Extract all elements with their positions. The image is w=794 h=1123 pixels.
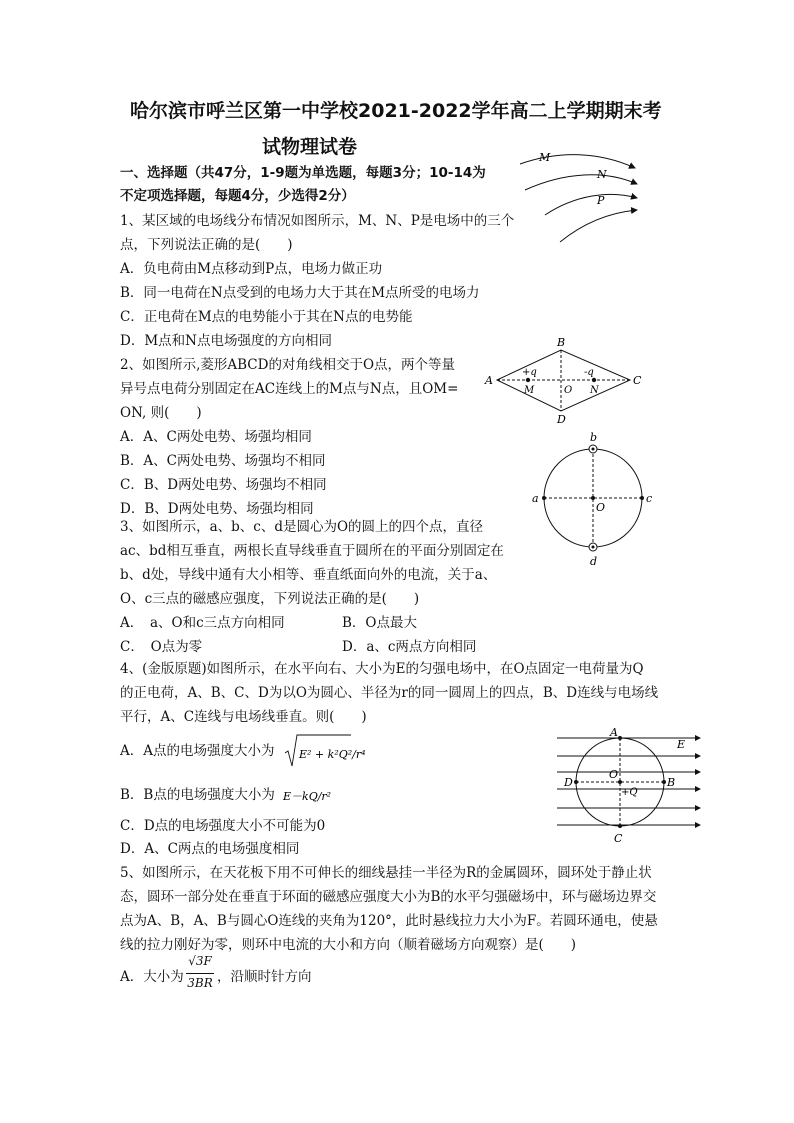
fig-label-C: C	[633, 374, 642, 387]
q3-circle-figure	[528, 432, 658, 572]
q4-option-d: D．A、C两点的电场强度相同	[120, 841, 300, 857]
q5-option-a: A．大小为	[120, 969, 184, 985]
q4-option-b: B．B点的电场强度大小为	[120, 787, 275, 803]
q4-option-b-formula	[283, 776, 343, 812]
fig-label-N: N	[590, 385, 599, 396]
fig-label-O: O	[564, 385, 573, 396]
q5-stem-line1: 5、如图所示，在天花板下用不可伸长的细线悬挂一半径为R的金属圆环，圆环处于静止状	[120, 865, 652, 881]
fig-label-plus-q: +q	[522, 367, 537, 378]
q4-option-a: A．A点的电场强度大小为	[120, 743, 275, 759]
q3-stem-line2: ac、bd相互垂直，两根长直导线垂直于圆所在的平面分别固定在	[120, 543, 504, 559]
q4-option-b-math: E－kQ/r²	[283, 790, 332, 803]
fig-label-D: D	[557, 413, 566, 426]
q3-option-d: D．a、c两点方向相同	[342, 639, 477, 655]
q2-rhombus-figure	[480, 335, 645, 427]
q5-fraction-bar	[186, 973, 214, 974]
section-header: 一、选择题（共47分，1-9题为单选题，每题3分；10-14为	[120, 165, 486, 181]
fig-label-O: O	[596, 501, 606, 514]
q5-stem-line2: 态，圆环一部分处在垂直于环面的磁感应强度大小为B的水平匀强磁场中，环与磁场边界交	[120, 889, 657, 905]
fig-label-N: N	[597, 168, 607, 181]
q2-option-d: D．B、D两处电势、场强均相同	[120, 501, 314, 517]
q1-field-lines-figure	[515, 140, 645, 250]
q5-stem-line4: 线的拉力刚好为零，则环中电流的大小和方向（顺着磁场方向观察）是( )	[120, 937, 577, 953]
fig-label-c: c	[646, 492, 653, 505]
q2-stem-line2: 异号点电荷分别固定在AC连线上的M点与N点，且OM=	[120, 381, 459, 397]
fig-label-E: E	[677, 738, 686, 751]
q4-option-a-math: E² + k²Q²/r⁴	[299, 748, 366, 761]
fig-label-B: B	[557, 336, 566, 349]
q2-option-a: A．A、C两处电势、场强均相同	[120, 429, 312, 445]
q1-stem-line1: 1、某区域的电场线分布情况如图所示，M、N、P是电场中的三个	[120, 213, 515, 229]
fig-label-b: b	[590, 431, 598, 444]
q1-option-a: A．负电荷由M点移动到P点，电场力做正功	[120, 261, 383, 277]
q3-stem-line3: b、d处，导线中通有大小相等、垂直纸面向外的电流，关于a、	[120, 567, 497, 583]
q1-stem-line2: 点，下列说法正确的是( )	[120, 237, 293, 253]
fig-label-B: B	[667, 776, 676, 789]
q5-option-a-tail: ，沿顺时针方向	[217, 969, 312, 985]
q2-option-b: B．A、C两处电势、场强均不相同	[120, 453, 326, 469]
q4-option-c: C．D点的电场强度大小不可能为0	[120, 818, 326, 834]
q3-option-b: B．O点最大	[342, 615, 417, 631]
q3-option-a: A． a、O和c三点方向相同	[120, 615, 285, 631]
q1-option-c: C．正电荷在M点的电势能小于其在N点的电势能	[120, 309, 413, 325]
q2-stem-line1: 2、如图所示,菱形ABCD的对角线相交于O点，两个等量	[120, 357, 456, 373]
q4-option-a-formula	[283, 731, 366, 769]
fig-label-M: M	[539, 151, 551, 164]
fig-label-M: M	[524, 385, 535, 396]
page-title: 哈尔滨市呼兰区第一中学校2021-2022学年高二上学期期末考	[130, 100, 662, 122]
q1-option-d: D．M点和N点电场强度的方向相同	[120, 333, 332, 349]
fig-label-P: P	[597, 194, 605, 207]
q4-stem-line2: 的正电荷，A、B、C、D为以O为圆心、半径为r的同一圆周上的四点，B、D连线与电场线	[120, 685, 659, 701]
fig-label-minus-q: -q	[584, 367, 594, 378]
q3-stem-line1: 3、如图所示，a、b、c、d是圆心为O的圆上的四个点，直径	[120, 519, 484, 535]
page-title-line2: 试物理试卷	[262, 136, 358, 158]
q4-stem-line1: 4、(金版原题)如图所示，在水平向右、大小为E的匀强电场中，在O点固定一电荷量为Q	[120, 661, 644, 677]
fig-label-a: a	[532, 492, 539, 505]
q2-option-c: C．B、D两处电势、场强均不相同	[120, 477, 327, 493]
fig-label-A: A	[610, 726, 618, 739]
fig-label-d: d	[590, 555, 598, 568]
q3-stem-line4: O、c三点的磁感应强度，下列说法正确的是( )	[120, 591, 420, 607]
fig-label-C: C	[614, 832, 623, 845]
q5-option-a-numerator: √3F	[188, 954, 212, 968]
q1-option-b: B．同一电荷在N点受到的电场力大于其在M点所受的电场力	[120, 285, 480, 301]
fig-label-D: D	[564, 776, 573, 789]
q4-field-figure	[555, 722, 705, 847]
q4-stem-line3: 平行，A、C连线与电场线垂直。则( )	[120, 709, 367, 725]
fig-label-O: O	[609, 768, 619, 781]
q2-stem-line3: ON, 则( )	[120, 405, 202, 421]
q5-stem-line3: 点为A、B，A、B与圆心O连线的夹角为120°，此时悬线拉力大小为F。若圆环通电，使悬	[120, 913, 658, 929]
q5-option-a-denominator: 3BR	[187, 976, 213, 990]
fig-label-A: A	[485, 374, 493, 387]
section-header-line2: 不定项选择题，每题4分，少选得2分）	[120, 188, 355, 204]
fig-label-Q: +Q	[621, 787, 638, 798]
q3-option-c: C． O点为零	[120, 639, 203, 655]
